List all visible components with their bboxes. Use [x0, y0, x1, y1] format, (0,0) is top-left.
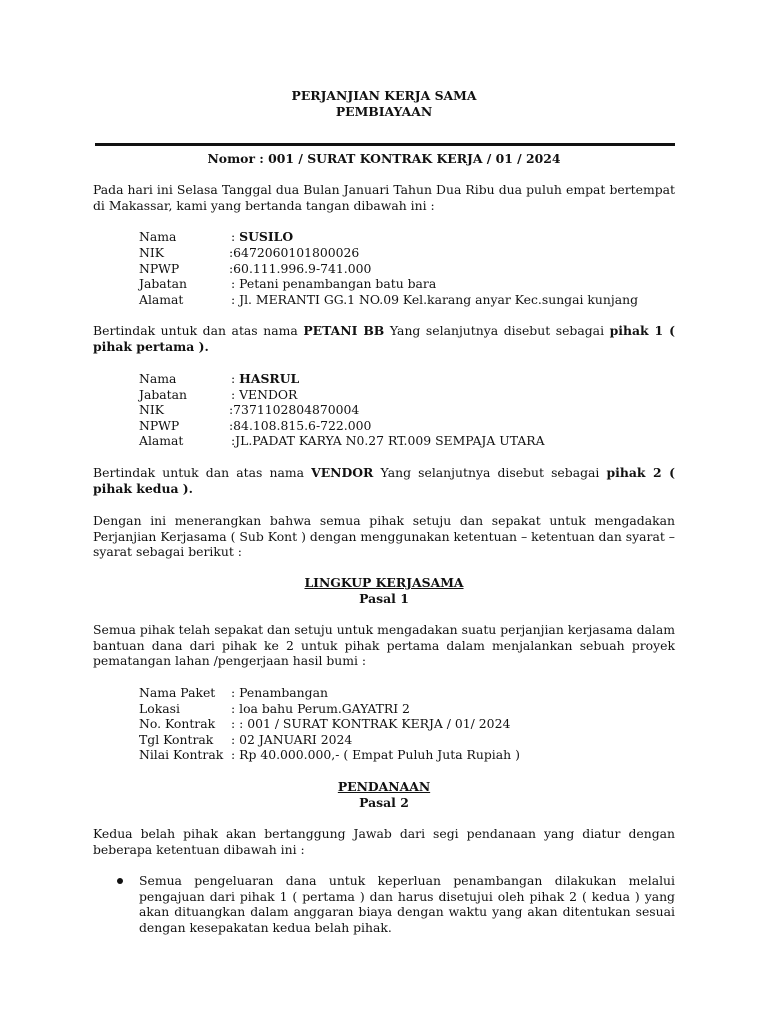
bullet-icon [117, 878, 123, 884]
pasal1-row-lokasi [139, 701, 679, 716]
pasal1-row-nilai-kontrak [139, 747, 679, 762]
party1-label-nama: Nama [139, 229, 177, 244]
pasal1-label-nama-paket: Nama Paket [139, 685, 216, 700]
party1-acting-paragraph: Bertindak untuk dan atas nama PETANI BB Yang selanjutnya disebut sebagai pihak 1 ( pihak pertama ). [93, 323, 675, 354]
party2-row-nik [139, 402, 679, 417]
contract-number: Nomor : 001 / SURAT KONTRAK KERJA / 01 / 2024 [207, 151, 561, 166]
party1-value-jabatan: : Petani penambangan batu bara [231, 276, 437, 291]
pasal1-number: Pasal 1 [359, 590, 409, 606]
party1-row-alamat [139, 292, 679, 307]
party2-row-nama [139, 371, 679, 386]
pasal2-bullet-text: Semua pengeluaran dana untuk keperluan penambangan dilakukan melalui pengajuan dari pihak 1 ( pertama ) dan harus disetujui oleh pihak 2 ( kedua ) yang akan dituangkan dalam anggaran biaya dengan waktu yang akan ditentukan sesuai dengan kesepakatan kedua belah pihak. [139, 873, 675, 935]
opening-paragraph: Pada hari ini Selasa Tanggal dua Bulan Januari Tahun Dua Ribu dua puluh empat bertempat di Makassar, kami yang bertanda tangan dibawah ini : [93, 182, 675, 213]
party2-row-alamat [139, 433, 679, 448]
party2-value-alamat: :JL.PADAT KARYA N0.27 RT.009 SEMPAJA UTARA [231, 433, 545, 448]
document-page [93, 0, 675, 1024]
party1-label-npwp: NPWP [139, 261, 180, 276]
pasal2-heading: PENDANAAN [337, 779, 431, 794]
title-line-1: PERJANJIAN KERJA SAMA [291, 88, 477, 103]
party1-value-npwp: :60.111.996.9-741.000 [229, 261, 372, 276]
party1-row-npwp [139, 261, 679, 276]
party2-label-npwp: NPWP [139, 418, 180, 433]
title-line-2: PEMBIAYAAN [335, 103, 433, 119]
pasal2-number: Pasal 2 [359, 794, 409, 810]
header-divider [95, 143, 675, 146]
party2-acting-paragraph: Bertindak untuk dan atas nama VENDOR Yang selanjutnya disebut sebagai pihak 2 ( pihak kedua ). [93, 465, 675, 496]
party2-label-nama: Nama [139, 371, 177, 386]
pasal1-label-lokasi: Lokasi [139, 701, 180, 716]
pasal1-body: Semua pihak telah sepakat dan setuju untuk mengadakan suatu perjanjian kerjasama dalam bantuan dana dari pihak ke 2 untuk pihak pertama dalam menjalankan sebuah proyek pematangan lahan /pengerjaan hasil bumi : [93, 622, 675, 669]
document-title [93, 88, 675, 119]
pasal1-header [93, 575, 675, 606]
pasal1-label-nilai-kontrak: Nilai Kontrak [139, 747, 224, 762]
pasal1-label-tgl-kontrak: Tgl Kontrak [139, 732, 214, 747]
party1-row-jabatan [139, 276, 679, 291]
pasal1-value-no-kontrak: : : 001 / SURAT KONTRAK KERJA / 01/ 2024 [231, 716, 511, 731]
pasal1-row-no-kontrak [139, 716, 679, 731]
pasal1-row-tgl-kontrak [139, 732, 679, 747]
party2-row-npwp [139, 418, 679, 433]
party2-value-npwp: :84.108.815.6-722.000 [229, 418, 372, 433]
pasal1-heading: LINGKUP KERJASAMA [304, 575, 464, 590]
agreement-intro-paragraph: Dengan ini menerangkan bahwa semua pihak setuju dan sepakat untuk mengadakan Perjanjian Kerjasama ( Sub Kont ) dengan menggunakan ketentuan – ketentuan dan syarat – syarat sebagai berikut : [93, 513, 675, 560]
pasal2-header [93, 779, 675, 810]
pasal1-value-nilai-kontrak: : Rp 40.000.000,- ( Empat Puluh Juta Rupiah ) [231, 747, 520, 762]
pasal1-value-lokasi: : loa bahu Perum.GAYATRI 2 [231, 701, 410, 716]
party1-label-alamat: Alamat [139, 292, 184, 307]
party2-label-jabatan: Jabatan [139, 387, 188, 402]
pasal1-value-tgl-kontrak: : 02 JANUARI 2024 [231, 732, 353, 747]
pasal1-row-nama-paket [139, 685, 679, 700]
pasal1-value-nama-paket: : Penambangan [231, 685, 328, 700]
party1-row-nik [139, 245, 679, 260]
party1-label-jabatan: Jabatan [139, 276, 188, 291]
party2-value-nik: :7371102804870004 [229, 402, 360, 417]
party1-value-nama: : SUSILO [231, 229, 294, 244]
party2-value-nama: : HASRUL [231, 371, 300, 386]
party1-row-nama [139, 229, 679, 244]
party2-label-nik: NIK [139, 402, 164, 417]
pasal2-body: Kedua belah pihak akan bertanggung Jawab dari segi pendanaan yang diatur dengan beberapa ketentuan dibawah ini : [93, 826, 675, 857]
pasal2-bullet-item [93, 873, 675, 943]
party1-value-nik: :6472060101800026 [229, 245, 360, 260]
party2-value-jabatan: : VENDOR [231, 387, 298, 402]
party1-label-nik: NIK [139, 245, 164, 260]
party1-value-alamat: : Jl. MERANTI GG.1 NO.09 Kel.karang anyar Kec.sungai kunjang [231, 292, 639, 307]
party2-label-alamat: Alamat [139, 433, 184, 448]
party2-row-jabatan [139, 387, 679, 402]
pasal1-label-no-kontrak: No. Kontrak [139, 716, 216, 731]
